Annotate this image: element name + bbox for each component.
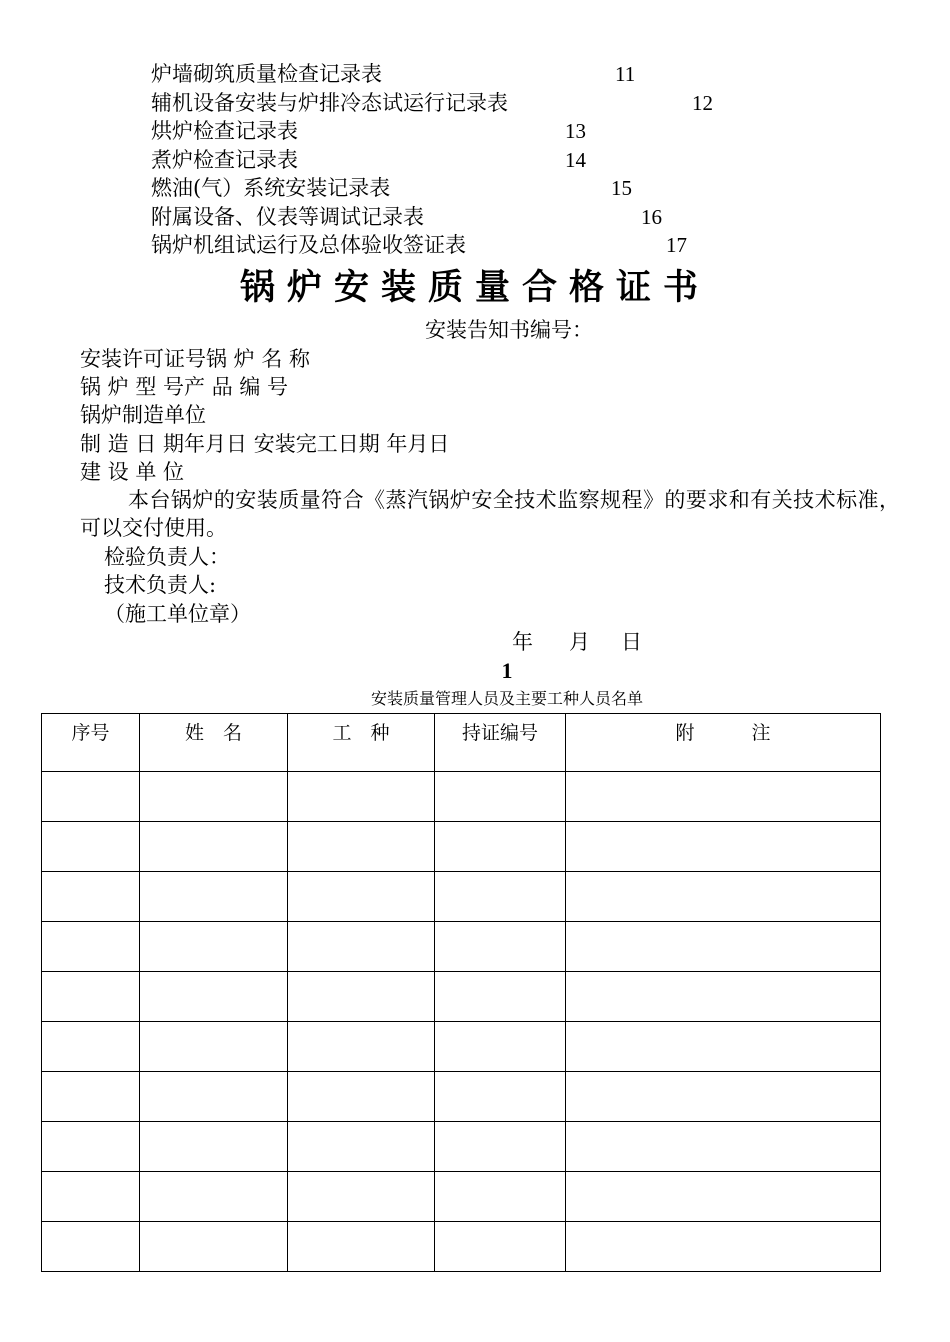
certificate-field: 锅 炉 型 号产 品 编 号 (80, 375, 289, 399)
cell-trade[interactable] (288, 922, 435, 972)
date-month-label: 月 (569, 630, 590, 654)
page-number: 1 (501, 658, 513, 683)
table-row (42, 972, 881, 1022)
toc-item-page: 17 (666, 233, 687, 257)
cell-certificate-number[interactable] (435, 872, 566, 922)
cell-remarks[interactable] (566, 922, 881, 972)
cell-trade[interactable] (288, 1022, 435, 1072)
certificate-field: 建 设 单 位 (80, 460, 185, 484)
cell-certificate-number[interactable] (435, 1172, 566, 1222)
toc-item-page: 14 (565, 148, 586, 172)
table-row (42, 1222, 881, 1272)
cell-name[interactable] (140, 872, 288, 922)
cell-remarks[interactable] (566, 822, 881, 872)
cell-remarks[interactable] (566, 972, 881, 1022)
toc-item-page: 11 (615, 62, 636, 86)
table-row (42, 872, 881, 922)
cell-index[interactable] (42, 822, 140, 872)
certificate-field: 制 造 日 期年月日 安装完工日期 年月日 (80, 432, 450, 456)
cell-trade[interactable] (288, 1122, 435, 1172)
cell-name[interactable] (140, 1122, 288, 1172)
company-seal-label: （施工单位章） (104, 602, 251, 626)
cell-certificate-number[interactable] (435, 972, 566, 1022)
roster-caption: 安装质量管理人员及主要工种人员名单 (370, 689, 643, 708)
cell-remarks[interactable] (566, 1222, 881, 1272)
column-header-certificate-number: 持证编号 (435, 714, 566, 772)
cell-certificate-number[interactable] (435, 1072, 566, 1122)
toc-item-label: 燃油(气）系统安装记录表 (151, 176, 391, 200)
cell-name[interactable] (140, 1022, 288, 1072)
table-row (42, 1072, 881, 1122)
table-header-row (42, 714, 881, 772)
notice-number-label: 安装告知书编号： (425, 318, 593, 342)
cell-remarks[interactable] (566, 1172, 881, 1222)
cell-index[interactable] (42, 922, 140, 972)
cell-certificate-number[interactable] (435, 1122, 566, 1172)
cell-remarks[interactable] (566, 872, 881, 922)
toc-item-label: 锅炉机组试运行及总体验收签证表 (151, 233, 466, 257)
column-header-trade: 工 种 (288, 714, 435, 772)
certificate-title: 锅炉安装质量合格证书 (239, 268, 710, 308)
toc-item-label: 炉墙砌筑质量检查记录表 (151, 62, 382, 86)
cell-name[interactable] (140, 822, 288, 872)
column-header-name: 姓 名 (140, 714, 288, 772)
cell-certificate-number[interactable] (435, 922, 566, 972)
cell-index[interactable] (42, 1122, 140, 1172)
toc-item-label: 烘炉检查记录表 (151, 119, 298, 143)
table-row (42, 822, 881, 872)
cell-remarks[interactable] (566, 1122, 881, 1172)
table-row (42, 772, 881, 822)
inspection-lead-label: 检验负责人： (104, 545, 230, 569)
compliance-statement: 本台锅炉的安装质量符合《蒸汽锅炉安全技术监察规程》的要求和有关技术标准，可以交付使用。 (80, 488, 900, 540)
cell-name[interactable] (140, 922, 288, 972)
cell-index[interactable] (42, 772, 140, 822)
cell-remarks[interactable] (566, 1072, 881, 1122)
cell-trade[interactable] (288, 822, 435, 872)
toc-item-page: 12 (692, 91, 713, 115)
cell-name[interactable] (140, 1072, 288, 1122)
table-row (42, 1172, 881, 1222)
table-row (42, 1022, 881, 1072)
cell-index[interactable] (42, 1172, 140, 1222)
toc-item-page: 15 (611, 176, 632, 200)
table-row (42, 922, 881, 972)
toc-item-label: 附属设备、仪表等调试记录表 (151, 205, 424, 229)
cell-index[interactable] (42, 872, 140, 922)
date-year-label: 年 (512, 630, 533, 654)
cell-name[interactable] (140, 972, 288, 1022)
cell-trade[interactable] (288, 772, 435, 822)
cell-trade[interactable] (288, 1172, 435, 1222)
cell-remarks[interactable] (566, 772, 881, 822)
toc-item-label: 辅机设备安装与炉排冷态试运行记录表 (151, 91, 508, 115)
cell-name[interactable] (140, 772, 288, 822)
table-row (42, 1122, 881, 1172)
cell-trade[interactable] (288, 972, 435, 1022)
technical-lead-label: 技术负责人: (104, 573, 217, 597)
cell-index[interactable] (42, 972, 140, 1022)
personnel-roster-table (41, 713, 881, 1272)
certificate-field: 安装许可证号锅 炉 名 称 (80, 347, 311, 371)
cell-remarks[interactable] (566, 1022, 881, 1072)
roster-body (42, 772, 881, 1272)
cell-index[interactable] (42, 1072, 140, 1122)
certificate-field: 锅炉制造单位 (80, 403, 206, 427)
cell-name[interactable] (140, 1222, 288, 1272)
cell-name[interactable] (140, 1172, 288, 1222)
cell-index[interactable] (42, 1222, 140, 1272)
column-header-index: 序号 (42, 714, 140, 772)
toc-item-label: 煮炉检查记录表 (151, 148, 298, 172)
cell-certificate-number[interactable] (435, 1022, 566, 1072)
cell-index[interactable] (42, 1022, 140, 1072)
cell-trade[interactable] (288, 1072, 435, 1122)
cell-certificate-number[interactable] (435, 772, 566, 822)
cell-certificate-number[interactable] (435, 822, 566, 872)
toc-item-page: 13 (565, 119, 586, 143)
toc-item-page: 16 (641, 205, 662, 229)
cell-trade[interactable] (288, 1222, 435, 1272)
date-day-label: 日 (621, 630, 642, 654)
cell-certificate-number[interactable] (435, 1222, 566, 1272)
cell-trade[interactable] (288, 872, 435, 922)
column-header-remarks: 附 注 (566, 714, 881, 772)
